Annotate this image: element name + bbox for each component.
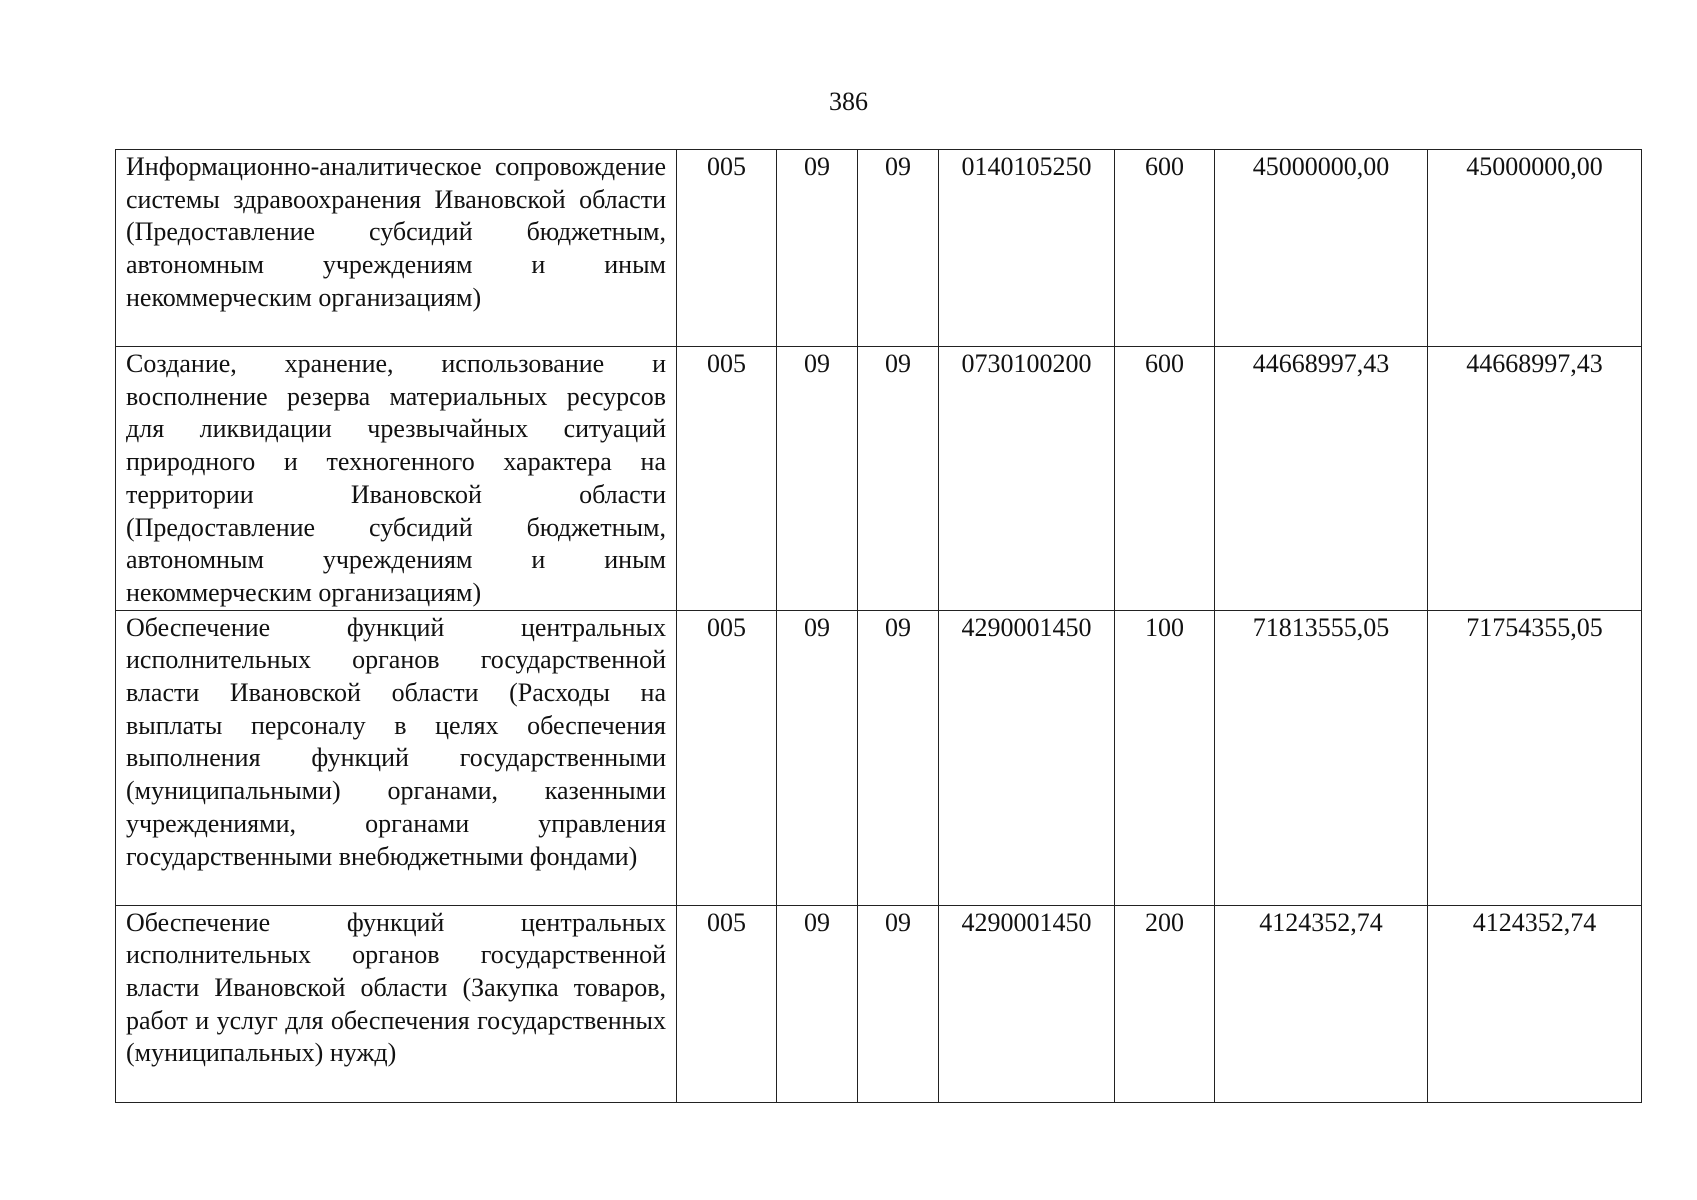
amount-2: 45000000,00 <box>1428 150 1642 347</box>
expense-type-code: 100 <box>1115 610 1215 905</box>
row-description: Создание, хранение, использование и восполнение резерва материальных ресурсов для ликвидации чрезвычайных ситуаций природного и техногенного характера на территории Ивановской области (Предоставление субсидий бюджетным, автономным учреждениям и иным некоммерческим организациям) <box>116 347 677 611</box>
section-code: 09 <box>777 610 858 905</box>
ministry-code: 005 <box>677 150 777 347</box>
target-article-code: 4290001450 <box>939 610 1115 905</box>
budget-table <box>115 149 1642 1103</box>
ministry-code: 005 <box>677 610 777 905</box>
ministry-code: 005 <box>677 347 777 611</box>
table-row <box>116 905 1642 1102</box>
amount-1: 4124352,74 <box>1215 905 1428 1102</box>
target-article-code: 4290001450 <box>939 905 1115 1102</box>
amount-2: 44668997,43 <box>1428 347 1642 611</box>
table-row <box>116 347 1642 611</box>
target-article-code: 0730100200 <box>939 347 1115 611</box>
row-description: Обеспечение функций центральных исполнительных органов государственной власти Ивановской области (Расходы на выплаты персоналу в целях обеспечения выполнения функций государственными (муниципальными) органами, казенными учреждениями, органами управления государственными внебюджетными фондами) <box>116 610 677 905</box>
target-article-code: 0140105250 <box>939 150 1115 347</box>
expense-type-code: 600 <box>1115 150 1215 347</box>
section-code: 09 <box>777 150 858 347</box>
amount-2: 71754355,05 <box>1428 610 1642 905</box>
subsection-code: 09 <box>858 150 939 347</box>
amount-1: 45000000,00 <box>1215 150 1428 347</box>
amount-2: 4124352,74 <box>1428 905 1642 1102</box>
expense-type-code: 200 <box>1115 905 1215 1102</box>
table-row <box>116 610 1642 905</box>
amount-1: 71813555,05 <box>1215 610 1428 905</box>
amount-1: 44668997,43 <box>1215 347 1428 611</box>
expense-type-code: 600 <box>1115 347 1215 611</box>
subsection-code: 09 <box>858 905 939 1102</box>
section-code: 09 <box>777 347 858 611</box>
ministry-code: 005 <box>677 905 777 1102</box>
row-description: Обеспечение функций центральных исполнительных органов государственной власти Ивановской области (Закупка товаров, работ и услуг для обеспечения государственных (муниципальных) нужд) <box>116 905 677 1102</box>
page-number: 386 <box>829 87 868 116</box>
row-description: Информационно-аналитическое сопровождение системы здравоохранения Ивановской области (Предоставление субсидий бюджетным, автономным учреждениям и иным некоммерческим организациям) <box>116 150 677 347</box>
subsection-code: 09 <box>858 347 939 611</box>
subsection-code: 09 <box>858 610 939 905</box>
section-code: 09 <box>777 905 858 1102</box>
table-row <box>116 150 1642 347</box>
